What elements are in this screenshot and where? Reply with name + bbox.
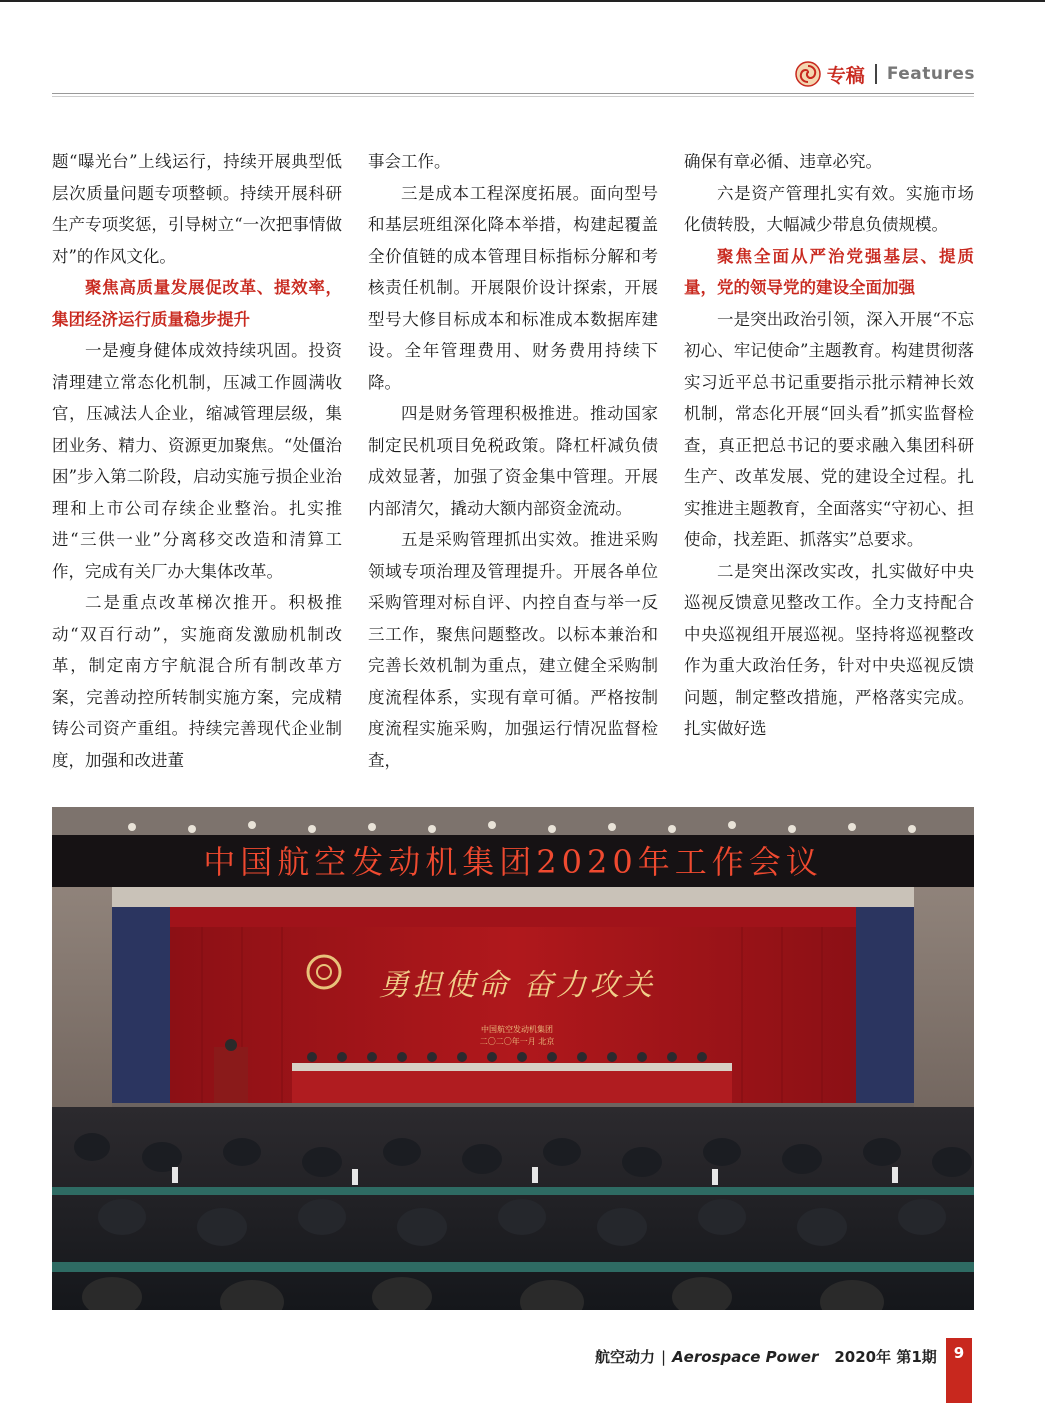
backdrop-date: 二〇二〇年一月 北京 [479,1037,555,1046]
conference-photo [52,807,974,1310]
text-column-3 [684,146,974,745]
body-paragraph: 题“曝光台”上线运行，持续开展典型低层次质量问题专项整顿。持续开展科研生产专项奖惩，引导树立“一次把事情做对”的作风文化。 [52,152,342,266]
section-title-cn: 专稿 [826,64,865,87]
section-header [795,58,975,90]
page-footer [595,1346,937,1367]
body-paragraph: 三是成本工程深度拓展。面向型号和基层班组深化降本举措，构建起覆盖全价值链的成本管理目标指标分解和考核责任机制。开展限价设计探索，开展型号大修目标成本和标准成本数据库建设。全年管理费用、财务费用持续下降。 [368,183,658,392]
header-divider [875,64,877,84]
backdrop-slogan: 勇担使命 奋力攻关 [378,968,656,1003]
led-banner-text: 中国航空发动机集团2020年工作会议 [203,843,823,881]
header-rule-thin [52,96,974,97]
body-paragraph: 二是突出深改实改，扎实做好中央巡视反馈意见整改工作。全力支持配合中央巡视组开展巡视。坚持将巡视整改作为重大政治任务，针对中央巡视反馈问题，制定整改措施，严格落实完成。扎实做好选 [684,561,974,738]
top-rule [0,0,1045,2]
section-heading: 聚焦高质量发展促改革、提效率，集团经济运行质量稳步提升 [52,278,342,329]
aecc-logo-icon [795,61,821,87]
text-column-2 [368,146,658,776]
section-heading: 聚焦全面从严治党强基层、提质量，党的领导党的建设全面加强 [684,246,974,297]
text-column-1 [52,146,342,776]
body-paragraph: 五是采购管理抓出实效。推进采购领域专项治理及管理提升。开展各单位采购管理对标自评、内控自查与举一反三工作，聚焦问题整改。以标本兼治和完善长效机制为重点，建立健全采购制度流程体系，实现有章可循。严格按制度流程实施采购，加强运行情况监督检查， [368,530,658,770]
body-paragraph: 四是财务管理积极推进。推动国家制定民机项目免税政策。降杠杆减负债成效显著，加强了资金集中管理。开展内部清欠，撬动大额内部资金流动。 [368,404,658,518]
backdrop-org: 中国航空发动机集团 [481,1025,553,1034]
conference-photo-illustration [52,807,974,1310]
body-paragraph: 一是突出政治引领，深入开展“不忘初心、牢记使命”主题教育。构建贯彻落实习近平总书记重要指示批示精神长效机制，常态化开展“回头看”抓实监督检查，真正把总书记的要求融入集团科研生产、改革发展、党的建设全过程。扎实推进主题教育，全面落实“守初心、担使命，找差距、抓落实”总要求。 [684,309,974,549]
page-number: 9 [946,1338,972,1403]
issue-label: 2020年 第1期 [834,1348,937,1366]
body-paragraph: 六是资产管理扎实有效。实施市场化债转股，大幅减少带息负债规模。 [684,183,974,234]
body-paragraph: 确保有章必循、违章必究。 [684,152,882,171]
magazine-name-en: Aerospace Power [672,1348,819,1366]
magazine-name-cn: 航空动力 [595,1348,656,1366]
body-paragraph: 事会工作。 [368,152,451,171]
header-rule [52,93,974,94]
section-title-en: Features [886,64,975,84]
body-paragraph: 一是瘦身健体成效持续巩固。投资清理建立常态化机制，压减工作圆满收官，压减法人企业，缩减管理层级，集团业务、精力、资源更加聚焦。“处僵治困”步入第二阶段，启动实施亏损企业治理和上市公司存续企业整治。扎实推进“三供一业”分离移交改造和清算工作，完成有关厂办大集体改革。 [52,341,342,581]
footer-separator: | [661,1348,667,1366]
body-paragraph: 二是重点改革梯次推开。积极推动“双百行动”，实施商发激励机制改革，制定南方宇航混合所有制改革方案，完善动控所转制实施方案，完成精铸公司资产重组。持续完善现代企业制度，加强和改进董 [52,593,342,770]
